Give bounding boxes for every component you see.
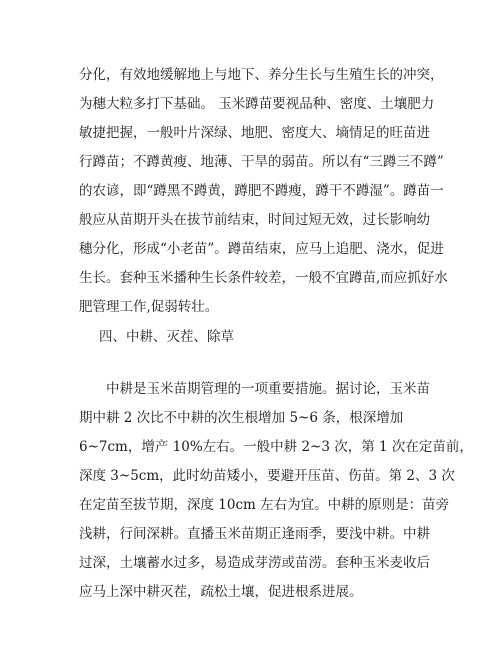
text-line: 行蹲苗；不蹲黄瘦、地薄、干旱的弱苗。所以有“三蹲三不蹲” [79,154,444,170]
text-line: 为穗大粒多打下基础。 玉米蹲苗要视品种、密度、土壤肥力 [79,96,435,112]
text-line: 般应从苗期开头在拔节前结束，时间过短无效，过长影响幼 [79,212,430,228]
text-line: 期中耕 2 次比不中耕的次生根增加 5~6 条，根深增加 [79,410,404,426]
text-line: 浅耕，行间深耕。直播玉米苗期正逢雨季，要浅中耕。中耕 [79,526,430,542]
text-line: 肥管理工作,促弱转壮。 [79,299,219,315]
text-line: 中耕是玉米苗期管理的一项重要措施。据讨论，玉米苗 [106,381,430,397]
text-line: 过深，土壤蓄水过多，易造成芽涝或苗涝。套种玉米麦收后 [79,555,430,571]
text-line: 在定苗至拔节期，深度 10cm 左右为宜。中耕的原则是：苗旁 [79,497,450,513]
paragraph-seedling-squatting [79,61,448,322]
text-line: 深度 3~5cm，此时幼苗矮小，要避开压苗、伤苗。第 2、3 次 [79,468,455,484]
text-line: 穗分化，形成“小老苗”。蹲苗结束，应马上追肥、浇水，促进 [79,241,444,257]
text-line: 生长。套种玉米播种生长条件较差，一般不宜蹲苗,而应抓好水 [79,270,448,286]
section-heading: 四、中耕、灭茬、除草 [99,329,234,345]
text-line: 敏捷把握，一般叶片深绿、地肥、密度大、墒情足的旺苗进 [79,125,430,141]
text-line: 的农谚，即“蹲黑不蹲黄，蹲肥不蹲瘦，蹲干不蹲湿”。蹲苗一 [79,183,444,199]
text-line: 6~7cm，增产 10%左右。一般中耕 2~3 次，第 1 次在定苗前， [79,439,473,455]
text-line: 应马上深中耕灭茬，疏松土壤，促进根系进展。 [79,584,363,600]
text-line: 分化，有效地缓解地上与地下、养分生长与生殖生长的冲突， [79,67,444,83]
paragraph-cultivation [79,375,473,607]
